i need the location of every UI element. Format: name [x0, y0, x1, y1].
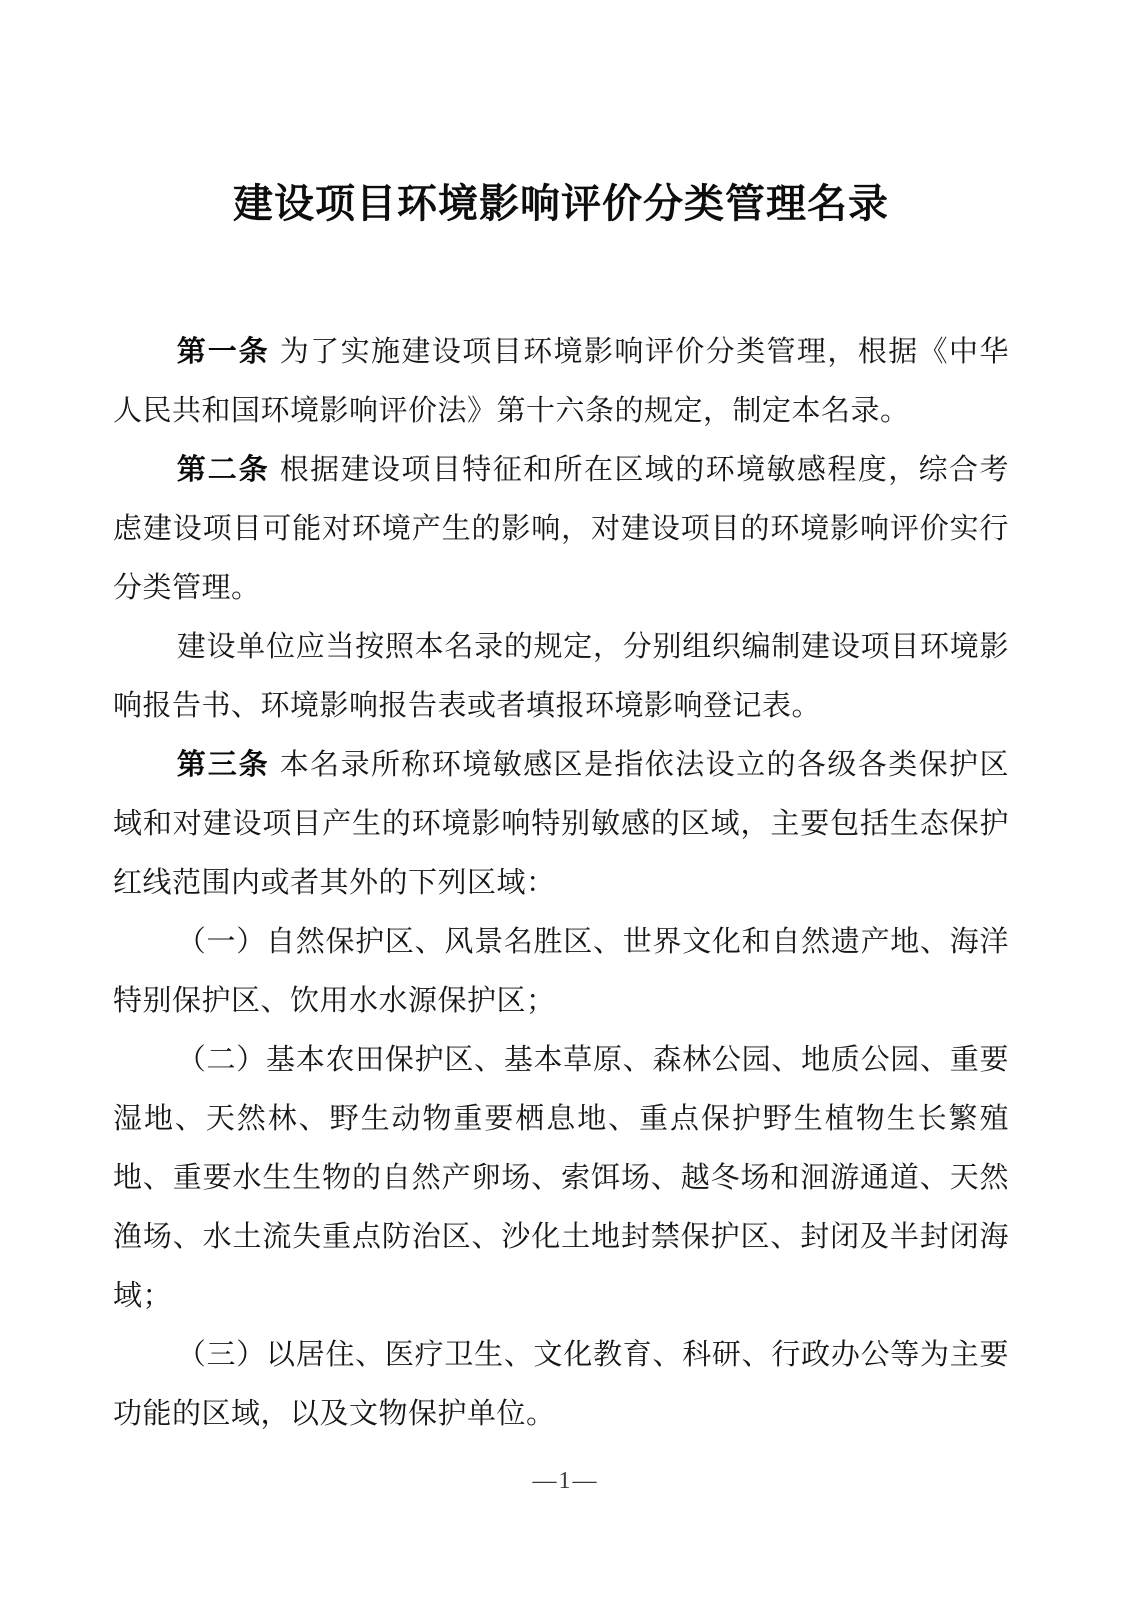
paragraph-article-2-continuation	[113, 618, 1009, 736]
paragraph-article-3	[113, 736, 1009, 913]
document-content	[113, 0, 1009, 1444]
paragraph-item-2	[113, 1031, 1009, 1326]
paragraph-item-3	[113, 1326, 1009, 1444]
paragraph-text: （一）自然保护区、风景名胜区、世界文化和自然遗产地、海洋特别保护区、饮用水水源保护区；	[113, 926, 1009, 1017]
document-body	[113, 323, 1009, 1444]
paragraph-text: 为了实施建设项目环境影响评价分类管理，根据《中华人民共和国环境影响评价法》第十六条的规定，制定本名录。	[113, 336, 1009, 427]
paragraph-article-2	[113, 441, 1009, 618]
paragraph-text: （三）以居住、医疗卫生、文化教育、科研、行政办公等为主要功能的区域，以及文物保护单位。	[113, 1339, 1009, 1430]
paragraph-text: 根据建设项目特征和所在区域的环境敏感程度，综合考虑建设项目可能对环境产生的影响，对建设项目的环境影响评价实行分类管理。	[113, 454, 1009, 604]
article-number: 第一条	[176, 336, 270, 368]
paragraph-item-1	[113, 913, 1009, 1031]
article-number: 第三条	[176, 749, 270, 781]
article-number: 第二条	[176, 454, 270, 486]
document-title: 建设项目环境影响评价分类管理名录	[233, 181, 889, 226]
page-number: —1—	[532, 1468, 599, 1494]
paragraph-text: 建设单位应当按照本名录的规定，分别组织编制建设项目环境影响报告书、环境影响报告表或者填报环境影响登记表。	[113, 631, 1009, 722]
paragraph-text: （二）基本农田保护区、基本草原、森林公园、地质公园、重要湿地、天然林、野生动物重要栖息地、重点保护野生植物生长繁殖地、重要水生生物的自然产卵场、索饵场、越冬场和洄游通道、天然渔场、水土流失重点防治区、沙化土地封禁保护区、封闭及半封闭海域；	[113, 1044, 1009, 1312]
paragraph-text: 本名录所称环境敏感区是指依法设立的各级各类保护区域和对建设项目产生的环境影响特别敏感的区域，主要包括生态保护红线范围内或者其外的下列区域：	[113, 749, 1009, 899]
paragraph-article-1	[113, 323, 1009, 441]
